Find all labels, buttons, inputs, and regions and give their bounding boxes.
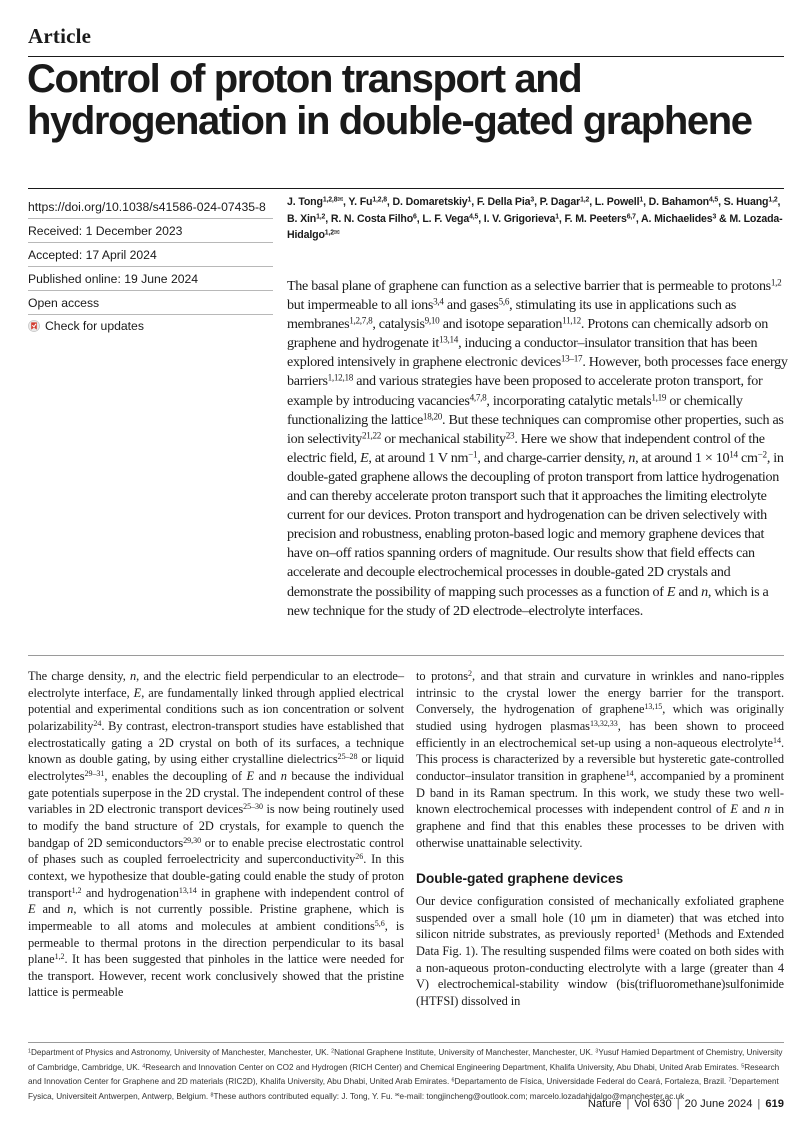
- author-name[interactable]: D. Bahamon$^{4,5}$: [648, 196, 719, 208]
- author-name[interactable]: F. M. Peeters$^{6,7}$: [564, 212, 636, 225]
- meta-divider: [28, 218, 273, 219]
- meta-divider: [28, 266, 273, 267]
- issue-date: 20 June 2024: [684, 1098, 753, 1110]
- body-paragraph: to protons$^2$, and that strain and curvature in wrinkles and nano-ripples intrinsic to the crystal lower the energy barrier for the transport. Conversely, the hydrogenation of graphene$^{13,15}$, which was originally studied using hydrogen plasmas$^{13,32,33}$, has been shown to proceed efficiently in an electrochemical set-up using a non-aqueous electrolyte$^{14}$. This process is characterized by a reversible but hysteretic gate-controlled conductor–insulator transition in graphene$^{14}$, accompanied by a prominent D band in its Raman spectrum. In this work, we study these two well-known electrochemical processes with independent control of E and n in graphene and find that this enables these processes to be driven with otherwise unattainable selectivity.: [416, 668, 784, 850]
- check-for-updates-link[interactable]: [28, 319, 273, 333]
- footnote-rule: [28, 1042, 784, 1043]
- article-title: Control of proton transport and hydrogenation in double-gated graphene: [27, 57, 752, 143]
- meta-divider: [28, 314, 273, 315]
- author-name[interactable]: D. Domaretskiy$^1$: [392, 196, 472, 208]
- body-rule: [28, 655, 784, 656]
- accepted-date: Accepted: 17 April 2024: [28, 248, 157, 262]
- meta-divider: [28, 290, 273, 291]
- crossmark-icon: [28, 320, 40, 332]
- author-name[interactable]: A. Michaelides$^3$: [641, 212, 717, 225]
- author-name[interactable]: F. Della Pia$^3$: [476, 196, 535, 208]
- abstract-text: The basal plane of graphene can function as a selective barrier that is permeable to protons$^{1,2}$ but impermeable to all ions$^{3,4}$ and gases$^{5,6}$, stimulating its use in applications such as membranes$^{1,2,7,8}$, catalysis$^{9,10}$ and isotope separation$^{11,12}$. Protons can chemically adsorb on graphene and hydrogenate it$^{13,14}$, inducing a conductor–insulator transition that has been explored intensively in graphene electronic devices$^{13-17}$. However, both processes face energy barriers$^{1,12,18}$ and various strategies have been proposed to accelerate proton transport, for example by introducing vacancies$^{4,7,8}$, incorporating catalytic metals$^{1,19}$ or chemically functionalizing the lattice$^{18,20}$. But these techniques can compromise other properties, such as ion selectivity$^{21,22}$ or mechanical stability$^{23}$. Here we show that independent control of the electric field, E, at around 1 V $nm^{-1}$, and charge-carrier density, n, at around $1 \times 10^{14}$ $cm^{-2}$, in double-gated graphene allows the decoupling of proton transport from lattice hydrogenation and can thereby accelerate proton transport such that it approaches the limiting electrolyte current for our devices. Proton transport and hydrogenation can be driven selectively with precision and robustness, enabling proton-based logic and memory graphene devices that have on–off ratios spanning orders of magnitude. Our results show that field effects can accelerate and decouple electrochemical processes in double-gated 2D crystals and demonstrate the possibility of mapping such processes as a function of E and n, which is a new technique for the study of 2D electrode–electrolyte interfaces.: [287, 277, 788, 619]
- journal-volume: Vol 630: [634, 1098, 672, 1110]
- author-name[interactable]: P. Dagar$^{1,2}$: [539, 196, 590, 208]
- author-name[interactable]: Y. Fu$^{1,2,8}$: [348, 196, 387, 208]
- author-name[interactable]: B. Xin$^{1,2}$: [287, 212, 326, 225]
- published-date: Published online: 19 June 2024: [28, 272, 199, 286]
- open-access-label[interactable]: Open access: [28, 296, 100, 310]
- body-column-right: [416, 668, 784, 1009]
- abstract: [287, 277, 792, 621]
- author-name[interactable]: R. N. Costa Filho$^6$: [330, 212, 417, 225]
- article-type-label: Article: [28, 24, 92, 48]
- received-date: Received: 1 December 2023: [28, 224, 183, 238]
- section-heading: Double-gated graphene devices: [416, 871, 624, 887]
- affiliation-footnotes: $^1$Department of Physics and Astronomy, University of Manchester, Manchester, UK. $^2$National Graphene Institute, University of Manchester, Manchester, UK. $^3$Yusuf Hamied Department of Chemistry, University of Cambridge, Cambridge, UK. $^4$Research and Innovation Center on CO2 and Hydrogen (RICH Center) and Chemical Engineering Department, Khalifa University, Abu Dhabi, United Arab Emirates. $^5$Research and Innovation Center for Graphene and 2D materials (RIC2D), Khalifa University, Abu Dhabi, United Arab Emirates. $^6$Departamento de Física, Universidade Federal do Ceará, Fortaleza, Brazil. $^7$Departement Fysica, Universiteit Antwerpen, Antwerp, Belgium. $^8$These authors contributed equally: J. Tong, Y. Fu. ✉e-mail: tongjincheng@outlook.com; marcelo.lozadahidalgo@manchester.ac.uk: [28, 1048, 783, 1101]
- author-name[interactable]: I. V. Grigorieva$^1$: [483, 212, 559, 225]
- author-name[interactable]: L. Powell$^1$: [594, 196, 644, 208]
- author-name[interactable]: M. Lozada-Hidalgo$^{1,2✉}$: [287, 212, 783, 241]
- page-footer: Nature | Vol 630 | 20 June 2024 | 619: [587, 1098, 784, 1110]
- title-rule: [28, 188, 784, 189]
- check-for-updates-label: Check for updates: [45, 319, 144, 333]
- author-name[interactable]: J. Tong$^{1,2,8✉}$: [287, 196, 343, 208]
- author-name[interactable]: S. Huang$^{1,2}$: [723, 196, 778, 208]
- body-column-left: [28, 668, 404, 1001]
- journal-name: Nature: [587, 1098, 622, 1110]
- doi-link[interactable]: https://doi.org/10.1038/s41586-024-07435-8: [28, 200, 266, 214]
- author-list: J. Tong$^{1,2,8✉}$, Y. Fu$^{1,2,8}$, D. Domaretskiy$^1$, F. Della Pia$^3$, P. Dagar$^{1,2}$, L. Powell$^1$, D. Bahamon$^{4,5}$, S. Huang$^{1,2}$, B. Xin$^{1,2}$, R. N. Costa Filho$^6$, L. F. Vega$^{4,5}$, I. V. Grigorieva$^1$, F. M. Peeters$^{6,7}$, A. Michaelides$^3$ & M. Lozada-Hidalgo$^{1,2✉}$: [287, 196, 783, 241]
- page-number: 619: [765, 1098, 784, 1110]
- author-name[interactable]: L. F. Vega$^{4,5}$: [422, 212, 479, 225]
- meta-divider: [28, 242, 273, 243]
- body-paragraph: Our device configuration consisted of mechanically exfoliated graphene suspended over a small hole (10 μm in diameter) that was etched into silicon nitride substrates, as previously reported$^1$ (Methods and Extended Data Fig. 1). The resulting suspended films were coated on both sides with a non-aqueous proton-conducting electrolyte with a large (greater than 4 V) electrochemical-stability window (bis(trifluoromethane)sulfonimide (HTFSI) dissolved in: [416, 893, 784, 1008]
- body-paragraph: The charge density, n, and the electric field perpendicular to an electrode–electrolyte interface, E, are fundamentally linked through applied electrical potential and experimental conditions such as ion concentration or solvent polarizability$^{24}$. By contrast, electron-transport studies have established that electrostatically gating a 2D crystal on both of its surfaces, a technique known as double gating, by using either crystalline dielectrics$^{25-28}$ or liquid electrolytes$^{29-31}$, enables the decoupling of E and n because the individual gate potentials superpose in the 2D crystal. The independent control of these variables in 2D electronic transport devices$^{25-30}$ is now being routinely used to modify the band structure of 2D crystals, for example to quench the bandgap of 2D semiconductors$^{29,30}$ or to enable precise electrostatic control of phases such as coupled ferroelectricity and superconductivity$^{26}$. In this context, we hypothesize that double-gating could enable the study of proton transport$^{1,2}$ and hydrogenation$^{13,14}$ in graphene with independent control of E and n, which is not currently possible. Pristine graphene, which is impermeable to all atoms and molecules at ambient conditions$^{5,6}$, is permeable to thermal protons in the direction perpendicular to its basal plane$^{1,2}$. It has been suggested that pinholes in the lattice were needed for the transport. However, recent work conclusively showed that the pristine lattice is permeable: [28, 669, 405, 1000]
